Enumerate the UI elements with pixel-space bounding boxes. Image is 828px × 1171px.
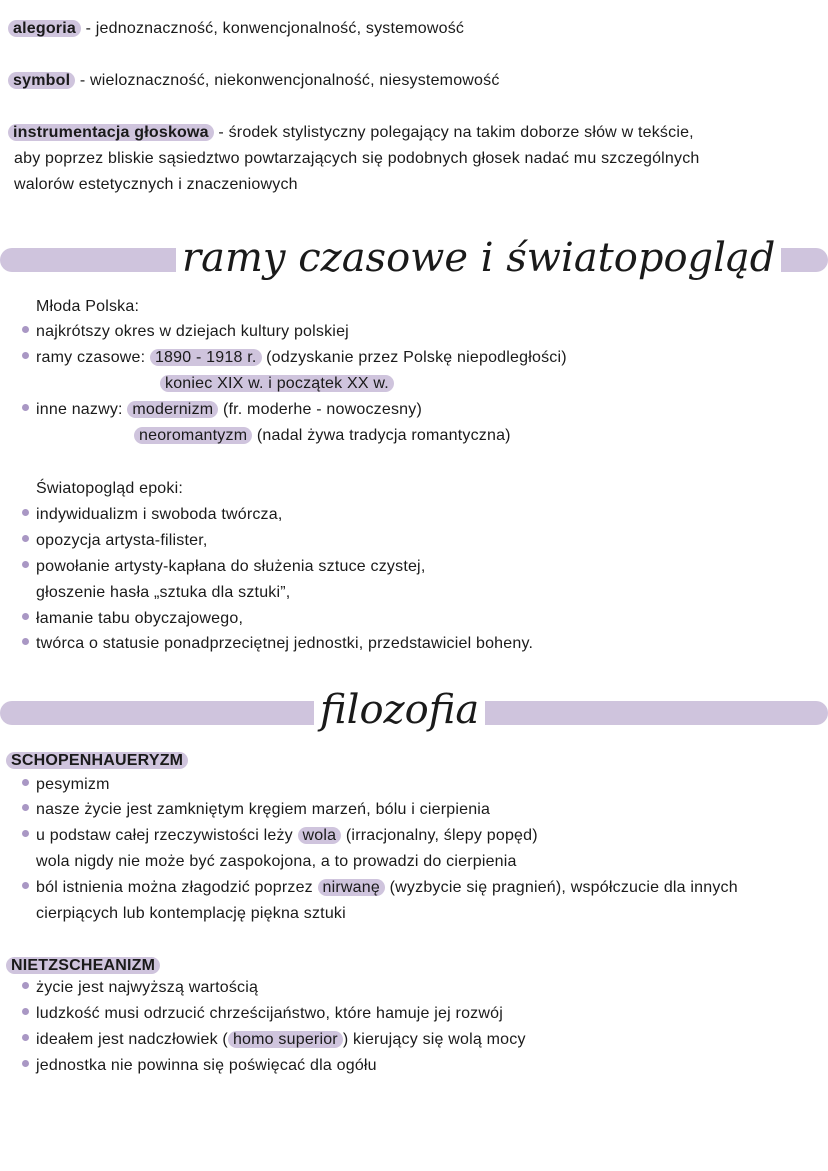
section-title-filozofia: filozofia (314, 686, 485, 734)
definition-continuation: aby poprzez bliskie sąsiedztwo powtarzających się podobnych głosek nadać mu szczególnych (14, 150, 700, 167)
schopenhauer-heading: SCHOPENHAUERYZM (6, 750, 188, 772)
bullet-icon (22, 561, 29, 568)
highlight-dates: 1890 - 1918 r. (150, 349, 262, 366)
definition-text: - jednoznaczność, konwencjonalność, systemowość (85, 20, 465, 37)
list-item: pesymizm (22, 774, 110, 796)
bullet-icon (22, 509, 29, 516)
section-title-ramy: ramy czasowe i światopogląd (176, 234, 781, 282)
highlight-nirwane: nirwanę (318, 879, 385, 896)
list-item-continuation: cierpiących lub kontemplację piękna sztuki (36, 905, 346, 922)
list-item: nasze życie jest zamkniętym kręgiem marzeń, bólu i cierpienia (22, 799, 490, 821)
highlight-wola: wola (298, 827, 342, 844)
list-item-continuation: neoromantyzm (nadal żywa tradycja romantyczna) (134, 425, 511, 447)
definition-alegoria (8, 18, 464, 40)
bullet-icon (22, 1034, 29, 1041)
list-item: łamanie tabu obyczajowego, (22, 608, 243, 630)
list-item: najkrótszy okres w dziejach kultury polskiej (22, 321, 349, 343)
list-item: jednostka nie powinna się poświęcać dla ogółu (22, 1055, 377, 1077)
bullet-icon (22, 535, 29, 542)
list-item-continuation (160, 373, 394, 395)
list-item: u podstaw całej rzeczywistości leży wola (irracjonalny, ślepy popęd) (22, 825, 538, 847)
list-item: inne nazwy: modernizm (fr. moderhe - nowoczesny) (22, 399, 422, 421)
nietzsche-heading: NIETZSCHEANIZM (6, 955, 160, 977)
list-item: indywidualizm i swoboda twórcza, (22, 504, 283, 526)
bullet-icon (22, 1008, 29, 1015)
mloda-polska-heading: Młoda Polska: (36, 298, 140, 315)
definition-instrumentacja (8, 122, 694, 144)
list-item-continuation: wola nigdy nie może być zaspokojona, a to prowadzi do cierpienia (36, 853, 517, 870)
bullet-icon (22, 830, 29, 837)
term-instrumentacja: instrumentacja głoskowa (8, 124, 214, 141)
list-item: twórca o statusie ponadprzeciętnej jednostki, przedstawiciel boheny. (22, 633, 533, 655)
highlight-modernizm: modernizm (127, 401, 218, 418)
list-item-continuation: głoszenie hasła „sztuka dla sztuki”, (36, 584, 291, 601)
list-item: opozycja artysta-filister, (22, 530, 207, 552)
highlight-neoromantyzm: neoromantyzm (134, 427, 252, 444)
list-item: ból istnienia można złagodzić poprzez nirwanę (wyzbycie się pragnień), współczucie dla innych (22, 877, 738, 899)
bullet-icon (22, 1060, 29, 1067)
swiatopoglad-heading: Światopogląd epoki: (36, 480, 184, 497)
bullet-icon (22, 982, 29, 989)
bullet-icon (22, 613, 29, 620)
bullet-icon (22, 638, 29, 645)
definition-text: - wieloznaczność, niekonwencjonalność, niesystemowość (79, 72, 500, 89)
list-item: życie jest najwyższą wartością (22, 977, 258, 999)
list-item: ramy czasowe: 1890 - 1918 r. (odzyskanie przez Polskę niepodległości) (22, 347, 567, 369)
list-item: ludzkość musi odrzucić chrześcijaństwo, które hamuje jej rozwój (22, 1003, 503, 1025)
bullet-icon (22, 326, 29, 333)
bullet-icon (22, 404, 29, 411)
definition-symbol (8, 70, 500, 92)
bullet-icon (22, 804, 29, 811)
definition-text: - środek stylistyczny polegający na takim doborze słów w tekście, (218, 124, 694, 141)
bullet-icon (22, 352, 29, 359)
term-symbol: symbol (8, 72, 75, 89)
list-item: powołanie artysty-kapłana do służenia sztuce czystej, (22, 556, 425, 578)
highlight-century: koniec XIX w. i początek XX w. (160, 375, 394, 392)
term-alegoria: alegoria (8, 20, 81, 37)
bullet-icon (22, 779, 29, 786)
bullet-icon (22, 882, 29, 889)
list-item: ideałem jest nadczłowiek ( homo superior ) kierujący się wolą mocy (22, 1029, 526, 1051)
highlight-homo-superior: homo superior (228, 1031, 343, 1048)
definition-continuation: walorów estetycznych i znaczeniowych (14, 176, 298, 193)
